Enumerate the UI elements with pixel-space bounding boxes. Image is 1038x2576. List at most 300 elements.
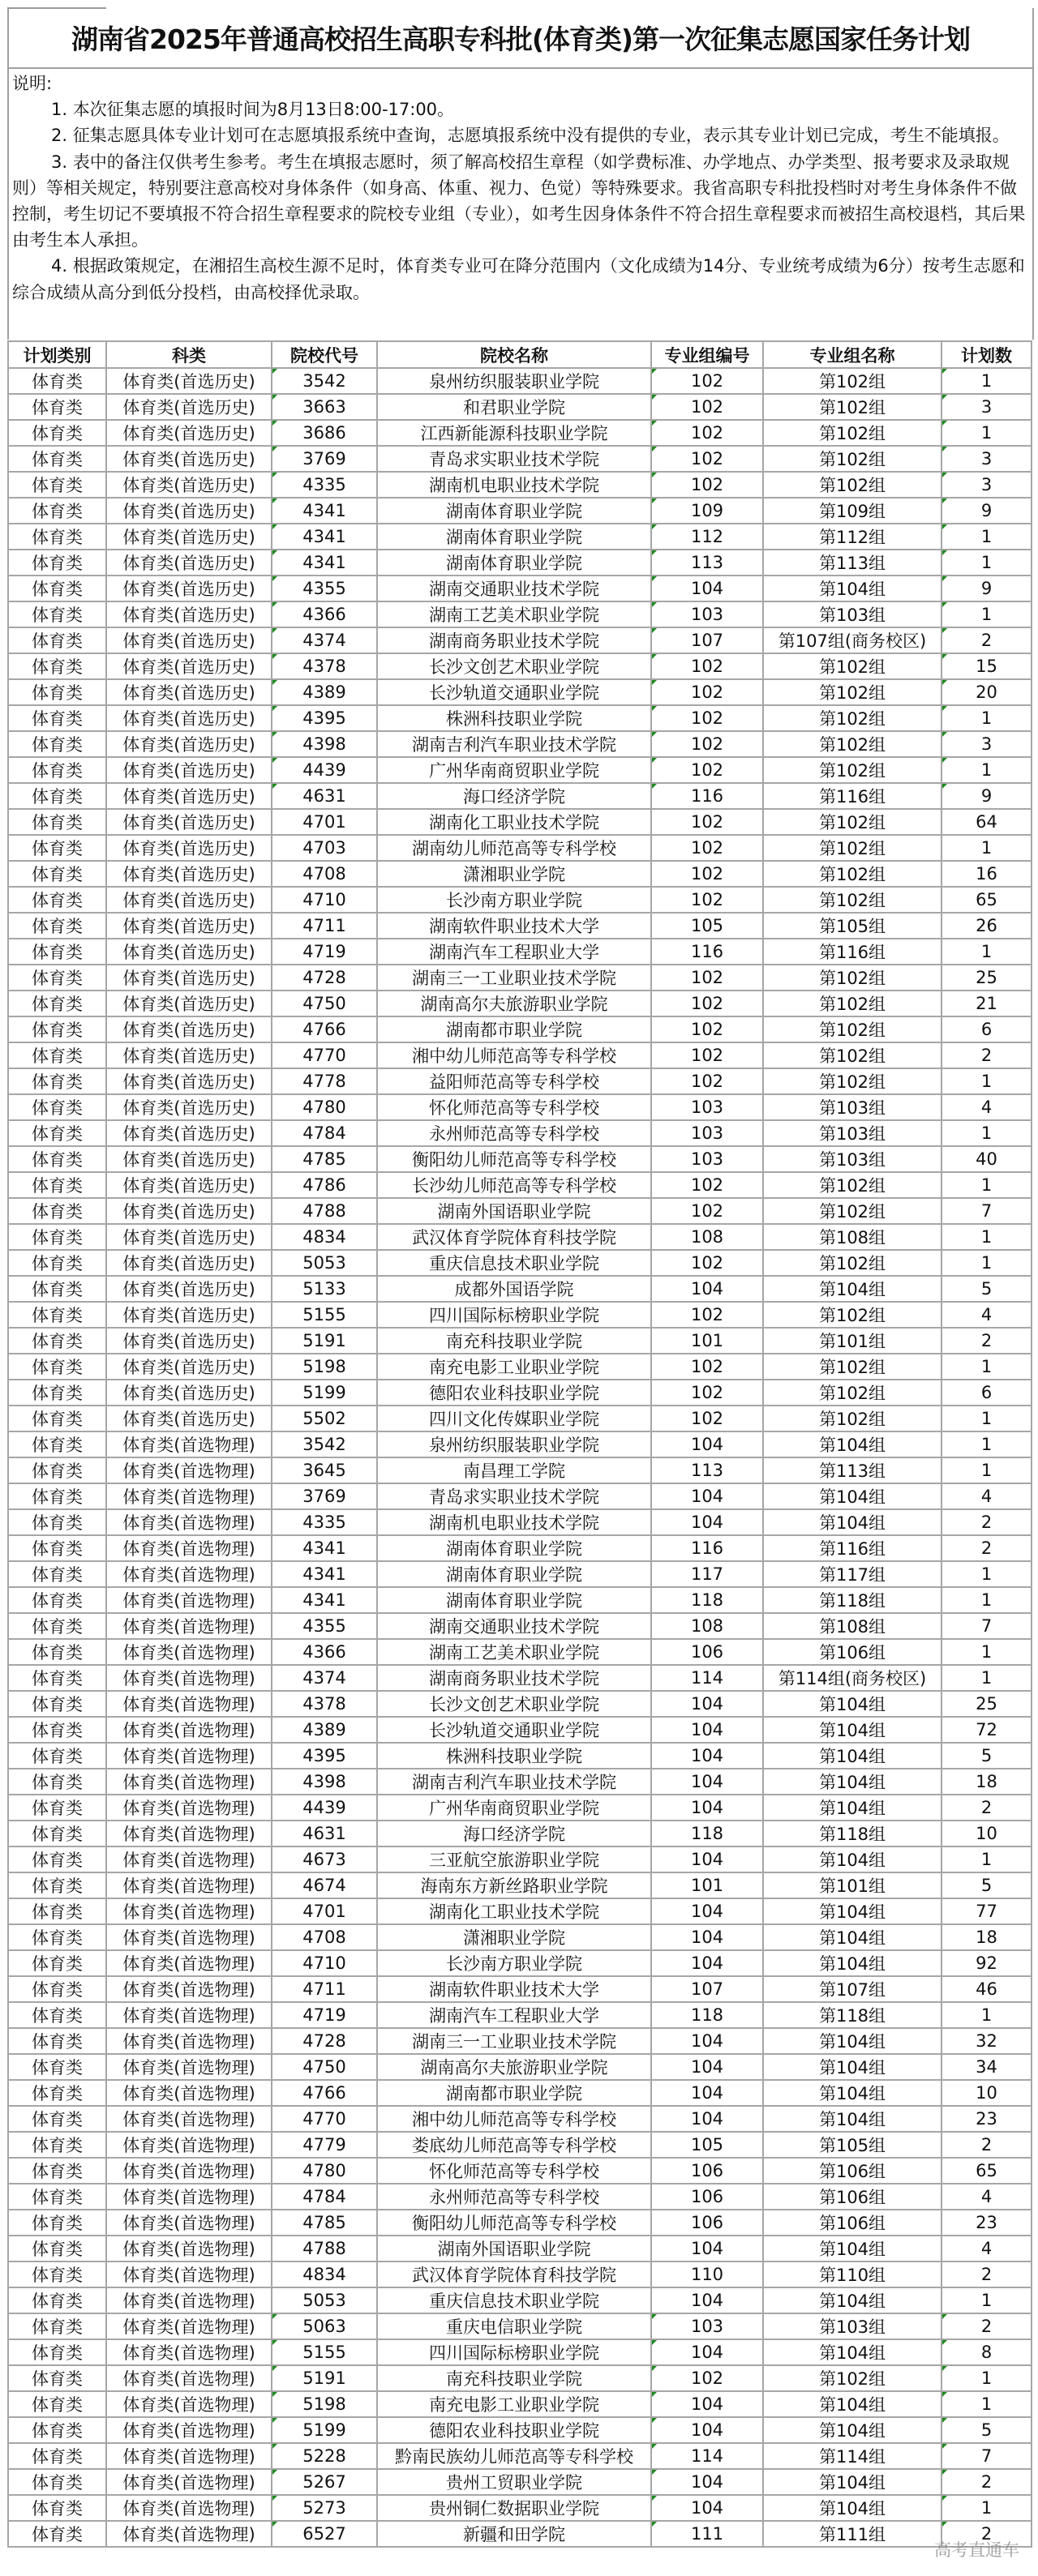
table-row (8, 1250, 1032, 1276)
school-name-cell: 湖南商务职业技术学院 (377, 1665, 651, 1691)
subject-category-cell: 体育类(首选物理) (106, 1509, 272, 1535)
plan-category-cell: 体育类 (8, 368, 106, 394)
plan-count-cell: 1 (941, 524, 1032, 550)
group-code-cell: 103 (651, 2313, 763, 2339)
school-name-cell: 湖南高尔夫旅游职业学院 (377, 2054, 651, 2080)
group-code-cell: 105 (651, 2132, 763, 2158)
school-code-cell: 4786 (272, 1172, 377, 1198)
plan-category-cell: 体育类 (8, 1302, 106, 1328)
plan-count-cell: 1 (941, 757, 1032, 783)
plan-category-cell: 体育类 (8, 1042, 106, 1068)
subject-category-cell: 体育类(首选物理) (106, 2184, 272, 2210)
subject-category-cell: 体育类(首选历史) (106, 757, 272, 783)
table-row (8, 1483, 1032, 1509)
table-row (8, 705, 1032, 731)
group-name-cell: 第104组 (763, 1276, 941, 1302)
group-code-cell: 102 (651, 1250, 763, 1276)
subject-category-cell: 体育类(首选物理) (106, 2210, 272, 2236)
plan-count-cell: 1 (941, 1224, 1032, 1250)
school-name-cell: 湖南体育职业学院 (377, 1535, 651, 1561)
school-code-cell: 4728 (272, 2028, 377, 2054)
group-code-cell: 103 (651, 1120, 763, 1146)
school-name-cell: 湖南工艺美术职业学院 (377, 1639, 651, 1665)
plan-category-cell: 体育类 (8, 2158, 106, 2184)
subject-category-cell: 体育类(首选物理) (106, 1613, 272, 1639)
group-name-cell: 第102组 (763, 757, 941, 783)
group-code-cell: 102 (651, 368, 763, 394)
school-code-cell: 3769 (272, 446, 377, 472)
school-name-cell: 湖南交通职业技术学院 (377, 1613, 651, 1639)
plan-count-cell: 4 (941, 2236, 1032, 2261)
group-name-cell: 第102组 (763, 472, 941, 498)
table-row (8, 1587, 1032, 1613)
plan-category-cell: 体育类 (8, 1224, 106, 1250)
group-code-cell: 104 (651, 2391, 763, 2417)
page-title: 湖南省2025年普通高校招生高职专科批(体育类)第一次征集志愿国家任务计划 (71, 24, 970, 55)
table-row (8, 394, 1032, 420)
school-code-cell: 4708 (272, 1924, 377, 1950)
school-name-cell: 广州华南商贸职业学院 (377, 757, 651, 783)
plan-count-cell: 3 (941, 446, 1032, 472)
school-name-cell: 广州华南商贸职业学院 (377, 1795, 651, 1821)
group-code-cell: 104 (651, 1431, 763, 1457)
group-name-cell: 第118组 (763, 1587, 941, 1613)
group-name-cell: 第105组 (763, 913, 941, 939)
school-code-cell: 4728 (272, 965, 377, 991)
group-name-cell: 第102组 (763, 653, 941, 679)
school-code-cell: 5198 (272, 2391, 377, 2417)
school-code-cell: 4785 (272, 2210, 377, 2236)
plan-category-cell: 体育类 (8, 1587, 106, 1613)
subject-category-cell: 体育类(首选物理) (106, 1431, 272, 1457)
group-name-cell: 第114组 (763, 2443, 941, 2469)
plan-category-cell: 体育类 (8, 1380, 106, 1406)
plan-count-cell: 2 (941, 2261, 1032, 2287)
group-name-cell: 第102组 (763, 705, 941, 731)
school-name-cell: 湖南三一工业职业技术学院 (377, 2028, 651, 2054)
school-name-cell: 海口经济学院 (377, 783, 651, 809)
subject-category-cell: 体育类(首选历史) (106, 368, 272, 394)
school-name-cell: 湖南高尔夫旅游职业学院 (377, 991, 651, 1016)
school-name-cell: 湖南交通职业技术学院 (377, 576, 651, 601)
subject-category-cell: 体育类(首选历史) (106, 1016, 272, 1042)
school-name-cell: 娄底幼儿师范高等专科学校 (377, 2132, 651, 2158)
plan-category-cell: 体育类 (8, 1561, 106, 1587)
plan-count-cell: 2 (941, 1509, 1032, 1535)
group-name-cell: 第113组 (763, 550, 941, 576)
table-row (8, 2158, 1032, 2184)
plan-category-cell: 体育类 (8, 913, 106, 939)
plan-count-cell: 64 (941, 809, 1032, 835)
plan-count-cell: 1 (941, 1250, 1032, 1276)
school-code-cell: 3542 (272, 368, 377, 394)
group-name-cell: 第104组 (763, 2391, 941, 2417)
plan-category-cell: 体育类 (8, 394, 106, 420)
group-name-cell: 第101组 (763, 1328, 941, 1354)
school-code-cell: 4398 (272, 731, 377, 757)
group-code-cell: 102 (651, 1406, 763, 1431)
subject-category-cell: 体育类(首选历史) (106, 809, 272, 835)
plan-count-cell: 9 (941, 498, 1032, 524)
school-code-cell: 6527 (272, 2521, 377, 2547)
group-name-cell: 第102组 (763, 1068, 941, 1094)
title-box (9, 8, 1032, 69)
school-name-cell: 黔南民族幼儿师范高等专科学校 (377, 2443, 651, 2469)
group-code-cell: 109 (651, 498, 763, 524)
table-row (8, 1613, 1032, 1639)
subject-category-cell: 体育类(首选物理) (106, 2287, 272, 2313)
school-name-cell: 长沙文创艺术职业学院 (377, 1691, 651, 1717)
subject-category-cell: 体育类(首选物理) (106, 2313, 272, 2339)
plan-category-cell: 体育类 (8, 1924, 106, 1950)
group-name-cell: 第104组 (763, 2417, 941, 2443)
subject-category-cell: 体育类(首选历史) (106, 472, 272, 498)
subject-category-cell: 体育类(首选物理) (106, 1561, 272, 1587)
school-name-cell: 四川文化传媒职业学院 (377, 1406, 651, 1431)
col-header-group-code: 专业组编号 (651, 341, 763, 368)
school-code-cell: 4766 (272, 1016, 377, 1042)
table-row (8, 2210, 1032, 2236)
school-name-cell: 南充科技职业学院 (377, 1328, 651, 1354)
plan-count-cell: 4 (941, 1094, 1032, 1120)
table-row (8, 783, 1032, 809)
plan-count-cell: 10 (941, 1821, 1032, 1846)
school-name-cell: 四川国际标榜职业学院 (377, 2339, 651, 2365)
subject-category-cell: 体育类(首选历史) (106, 1406, 272, 1431)
school-code-cell: 4750 (272, 991, 377, 1016)
group-name-cell: 第102组 (763, 1172, 941, 1198)
table-row (8, 2313, 1032, 2339)
group-name-cell: 第102组 (763, 861, 941, 887)
table-row (8, 835, 1032, 861)
subject-category-cell: 体育类(首选物理) (106, 2261, 272, 2287)
subject-category-cell: 体育类(首选历史) (106, 679, 272, 705)
subject-category-cell: 体育类(首选物理) (106, 2469, 272, 2495)
school-code-cell: 3542 (272, 1431, 377, 1457)
subject-category-cell: 体育类(首选物理) (106, 2158, 272, 2184)
plan-count-cell: 18 (941, 1769, 1032, 1795)
group-name-cell: 第106组 (763, 2158, 941, 2184)
plan-category-cell: 体育类 (8, 2210, 106, 2236)
table-row (8, 550, 1032, 576)
subject-category-cell: 体育类(首选物理) (106, 1639, 272, 1665)
school-code-cell: 5199 (272, 2417, 377, 2443)
table-row (8, 1924, 1032, 1950)
school-name-cell: 湖南体育职业学院 (377, 1561, 651, 1587)
group-code-cell: 104 (651, 1924, 763, 1950)
school-code-cell: 4355 (272, 1613, 377, 1639)
school-code-cell: 4439 (272, 1795, 377, 1821)
group-code-cell: 104 (651, 1717, 763, 1743)
group-name-cell: 第116组 (763, 783, 941, 809)
table-row (8, 1431, 1032, 1457)
plan-category-cell: 体育类 (8, 2236, 106, 2261)
subject-category-cell: 体育类(首选历史) (106, 627, 272, 653)
table-row (8, 1691, 1032, 1717)
subject-category-cell: 体育类(首选历史) (106, 576, 272, 601)
school-name-cell: 泉州纺织服装职业学院 (377, 1431, 651, 1457)
subject-category-cell: 体育类(首选物理) (106, 1898, 272, 1924)
plan-count-cell: 25 (941, 1691, 1032, 1717)
plan-category-cell: 体育类 (8, 1457, 106, 1483)
subject-category-cell: 体育类(首选物理) (106, 2417, 272, 2443)
school-code-cell: 4701 (272, 1898, 377, 1924)
group-code-cell: 102 (651, 679, 763, 705)
plan-count-cell: 1 (941, 420, 1032, 446)
subject-category-cell: 体育类(首选历史) (106, 991, 272, 1016)
subject-category-cell: 体育类(首选历史) (106, 420, 272, 446)
table-row (8, 1509, 1032, 1535)
plan-category-cell: 体育类 (8, 1717, 106, 1743)
table-row (8, 1354, 1032, 1380)
group-code-cell: 102 (651, 887, 763, 913)
table-row (8, 2339, 1032, 2365)
group-name-cell: 第113组 (763, 1457, 941, 1483)
group-code-cell: 102 (651, 1198, 763, 1224)
group-name-cell: 第117组 (763, 1561, 941, 1587)
subject-category-cell: 体育类(首选物理) (106, 2080, 272, 2106)
school-name-cell: 湖南幼儿师范高等专科学校 (377, 835, 651, 861)
plan-count-cell: 10 (941, 2080, 1032, 2106)
group-code-cell: 117 (651, 1561, 763, 1587)
plan-category-cell: 体育类 (8, 1068, 106, 1094)
plan-category-cell: 体育类 (8, 1146, 106, 1172)
plan-count-cell: 3 (941, 472, 1032, 498)
school-name-cell: 重庆信息技术职业学院 (377, 2287, 651, 2313)
group-code-cell: 102 (651, 472, 763, 498)
plan-category-cell: 体育类 (8, 2443, 106, 2469)
school-code-cell: 4750 (272, 2054, 377, 2080)
school-name-cell: 衡阳幼儿师范高等专科学校 (377, 2210, 651, 2236)
group-name-cell: 第116组 (763, 1535, 941, 1561)
plan-category-cell: 体育类 (8, 1769, 106, 1795)
group-name-cell: 第102组 (763, 731, 941, 757)
group-code-cell: 113 (651, 550, 763, 576)
plan-count-cell: 2 (941, 2521, 1032, 2547)
group-code-cell: 104 (651, 2339, 763, 2365)
group-code-cell: 102 (651, 1042, 763, 1068)
school-name-cell: 长沙南方职业学院 (377, 1950, 651, 1976)
group-code-cell: 104 (651, 1846, 763, 1872)
plan-category-cell: 体育类 (8, 2521, 106, 2547)
group-code-cell: 104 (651, 1509, 763, 1535)
school-name-cell: 湖南软件职业技术大学 (377, 1976, 651, 2002)
group-code-cell: 108 (651, 1224, 763, 1250)
school-code-cell: 4389 (272, 679, 377, 705)
school-name-cell: 南充电影工业职业学院 (377, 1354, 651, 1380)
col-header-school-name: 院校名称 (377, 341, 651, 368)
group-code-cell: 118 (651, 1821, 763, 1846)
col-header-school-code: 院校代号 (272, 341, 377, 368)
plan-category-cell: 体育类 (8, 2313, 106, 2339)
plan-category-cell: 体育类 (8, 939, 106, 965)
school-code-cell: 4784 (272, 1120, 377, 1146)
group-code-cell: 107 (651, 1976, 763, 2002)
plan-count-cell: 7 (941, 2443, 1032, 2469)
school-code-cell: 5053 (272, 2287, 377, 2313)
school-code-cell: 4778 (272, 1068, 377, 1094)
group-code-cell: 107 (651, 627, 763, 653)
plan-count-cell: 16 (941, 861, 1032, 887)
group-name-cell: 第118组 (763, 1821, 941, 1846)
school-code-cell: 4366 (272, 1639, 377, 1665)
plan-count-cell: 9 (941, 576, 1032, 601)
school-name-cell: 海口经济学院 (377, 1821, 651, 1846)
group-name-cell: 第106组 (763, 2210, 941, 2236)
plan-count-cell: 23 (941, 2106, 1032, 2132)
plan-count-cell: 2 (941, 2132, 1032, 2158)
table-row (8, 861, 1032, 887)
table-row (8, 2184, 1032, 2210)
col-header-plan-category: 计划类别 (8, 341, 106, 368)
school-code-cell: 5053 (272, 1250, 377, 1276)
plan-count-cell: 1 (941, 550, 1032, 576)
school-name-cell: 南充电影工业职业学院 (377, 2391, 651, 2417)
school-name-cell: 湖南化工职业技术学院 (377, 809, 651, 835)
group-name-cell: 第102组 (763, 1354, 941, 1380)
plan-count-cell: 1 (941, 1406, 1032, 1431)
group-code-cell: 118 (651, 2002, 763, 2028)
plan-count-cell: 18 (941, 1924, 1032, 1950)
group-code-cell: 104 (651, 2054, 763, 2080)
plan-category-cell: 体育类 (8, 498, 106, 524)
subject-category-cell: 体育类(首选历史) (106, 887, 272, 913)
school-code-cell: 5502 (272, 1406, 377, 1431)
group-name-cell: 第104组 (763, 1898, 941, 1924)
group-code-cell: 102 (651, 420, 763, 446)
group-name-cell: 第107组(商务校区) (763, 627, 941, 653)
table-row (8, 1743, 1032, 1769)
school-code-cell: 5273 (272, 2495, 377, 2521)
plan-category-cell: 体育类 (8, 2002, 106, 2028)
subject-category-cell: 体育类(首选历史) (106, 731, 272, 757)
school-code-cell: 4378 (272, 1691, 377, 1717)
plan-table (7, 340, 1032, 2548)
subject-category-cell: 体育类(首选物理) (106, 1769, 272, 1795)
school-code-cell: 5267 (272, 2469, 377, 2495)
plan-count-cell: 5 (941, 1743, 1032, 1769)
plan-count-cell: 2 (941, 1535, 1032, 1561)
group-name-cell: 第104组 (763, 2106, 941, 2132)
group-name-cell: 第104组 (763, 2469, 941, 2495)
subject-category-cell: 体育类(首选物理) (106, 1717, 272, 1743)
group-name-cell: 第102组 (763, 1198, 941, 1224)
school-name-cell: 和君职业学院 (377, 394, 651, 420)
subject-category-cell: 体育类(首选物理) (106, 2106, 272, 2132)
group-code-cell: 106 (651, 2210, 763, 2236)
plan-count-cell: 1 (941, 1639, 1032, 1665)
group-code-cell: 108 (651, 1613, 763, 1639)
school-name-cell: 永州师范高等专科学校 (377, 1120, 651, 1146)
table-body (8, 368, 1032, 2547)
group-name-cell: 第104组 (763, 1483, 941, 1509)
subject-category-cell: 体育类(首选历史) (106, 783, 272, 809)
school-name-cell: 德阳农业科技职业学院 (377, 2417, 651, 2443)
table-row (8, 1769, 1032, 1795)
group-code-cell: 102 (651, 1354, 763, 1380)
group-name-cell: 第104组 (763, 2080, 941, 2106)
plan-count-cell: 2 (941, 2313, 1032, 2339)
group-name-cell: 第102组 (763, 1250, 941, 1276)
group-code-cell: 106 (651, 2158, 763, 2184)
school-name-cell: 南昌理工学院 (377, 1457, 651, 1483)
school-name-cell: 湖南化工职业技术学院 (377, 1898, 651, 1924)
plan-count-cell: 1 (941, 1665, 1032, 1691)
plan-category-cell: 体育类 (8, 2080, 106, 2106)
school-name-cell: 长沙文创艺术职业学院 (377, 653, 651, 679)
group-code-cell: 102 (651, 757, 763, 783)
school-name-cell: 湖南汽车工程职业大学 (377, 2002, 651, 2028)
group-name-cell: 第104组 (763, 2236, 941, 2261)
plan-category-cell: 体育类 (8, 653, 106, 679)
group-code-cell: 104 (651, 1898, 763, 1924)
group-name-cell: 第102组 (763, 420, 941, 446)
plan-category-cell: 体育类 (8, 2287, 106, 2313)
table-row (8, 653, 1032, 679)
plan-count-cell: 1 (941, 2002, 1032, 2028)
plan-category-cell: 体育类 (8, 446, 106, 472)
plan-count-cell: 1 (941, 939, 1032, 965)
subject-category-cell: 体育类(首选历史) (106, 1146, 272, 1172)
plan-category-cell: 体育类 (8, 679, 106, 705)
school-name-cell: 益阳师范高等专科学校 (377, 1068, 651, 1094)
subject-category-cell: 体育类(首选历史) (106, 1120, 272, 1146)
plan-category-cell: 体育类 (8, 2365, 106, 2391)
table-row (8, 2028, 1032, 2054)
plan-category-cell: 体育类 (8, 1898, 106, 1924)
group-name-cell: 第118组 (763, 2002, 941, 2028)
group-name-cell: 第103组 (763, 601, 941, 627)
school-code-cell: 4701 (272, 809, 377, 835)
school-name-cell: 湖南商务职业技术学院 (377, 627, 651, 653)
plan-category-cell: 体育类 (8, 2417, 106, 2443)
table-row (8, 1406, 1032, 1431)
school-name-cell: 株洲科技职业学院 (377, 1743, 651, 1769)
plan-count-cell: 7 (941, 1613, 1032, 1639)
school-code-cell: 4710 (272, 887, 377, 913)
plan-count-cell: 77 (941, 1898, 1032, 1924)
subject-category-cell: 体育类(首选物理) (106, 2002, 272, 2028)
school-code-cell: 4711 (272, 913, 377, 939)
plan-category-cell: 体育类 (8, 1795, 106, 1821)
subject-category-cell: 体育类(首选物理) (106, 1743, 272, 1769)
table-row (8, 601, 1032, 627)
group-code-cell: 104 (651, 2080, 763, 2106)
plan-category-cell: 体育类 (8, 1846, 106, 1872)
plan-category-cell: 体育类 (8, 2391, 106, 2417)
plan-category-cell: 体育类 (8, 835, 106, 861)
plan-count-cell: 5 (941, 1276, 1032, 1302)
plan-category-cell: 体育类 (8, 2261, 106, 2287)
plan-count-cell: 5 (941, 1872, 1032, 1898)
plan-count-cell: 4 (941, 1302, 1032, 1328)
group-code-cell: 102 (651, 731, 763, 757)
plan-count-cell: 1 (941, 1846, 1032, 1872)
plan-count-cell: 2 (941, 627, 1032, 653)
subject-category-cell: 体育类(首选物理) (106, 1872, 272, 1898)
plan-category-cell: 体育类 (8, 420, 106, 446)
school-code-cell: 4439 (272, 757, 377, 783)
group-code-cell: 104 (651, 2495, 763, 2521)
school-name-cell: 湖南机电职业技术学院 (377, 1509, 651, 1535)
group-name-cell: 第104组 (763, 1691, 941, 1717)
group-code-cell: 104 (651, 1743, 763, 1769)
group-name-cell: 第112组 (763, 524, 941, 550)
subject-category-cell: 体育类(首选物理) (106, 2028, 272, 2054)
school-code-cell: 4355 (272, 576, 377, 601)
plan-category-cell: 体育类 (8, 627, 106, 653)
table-row (8, 1302, 1032, 1328)
